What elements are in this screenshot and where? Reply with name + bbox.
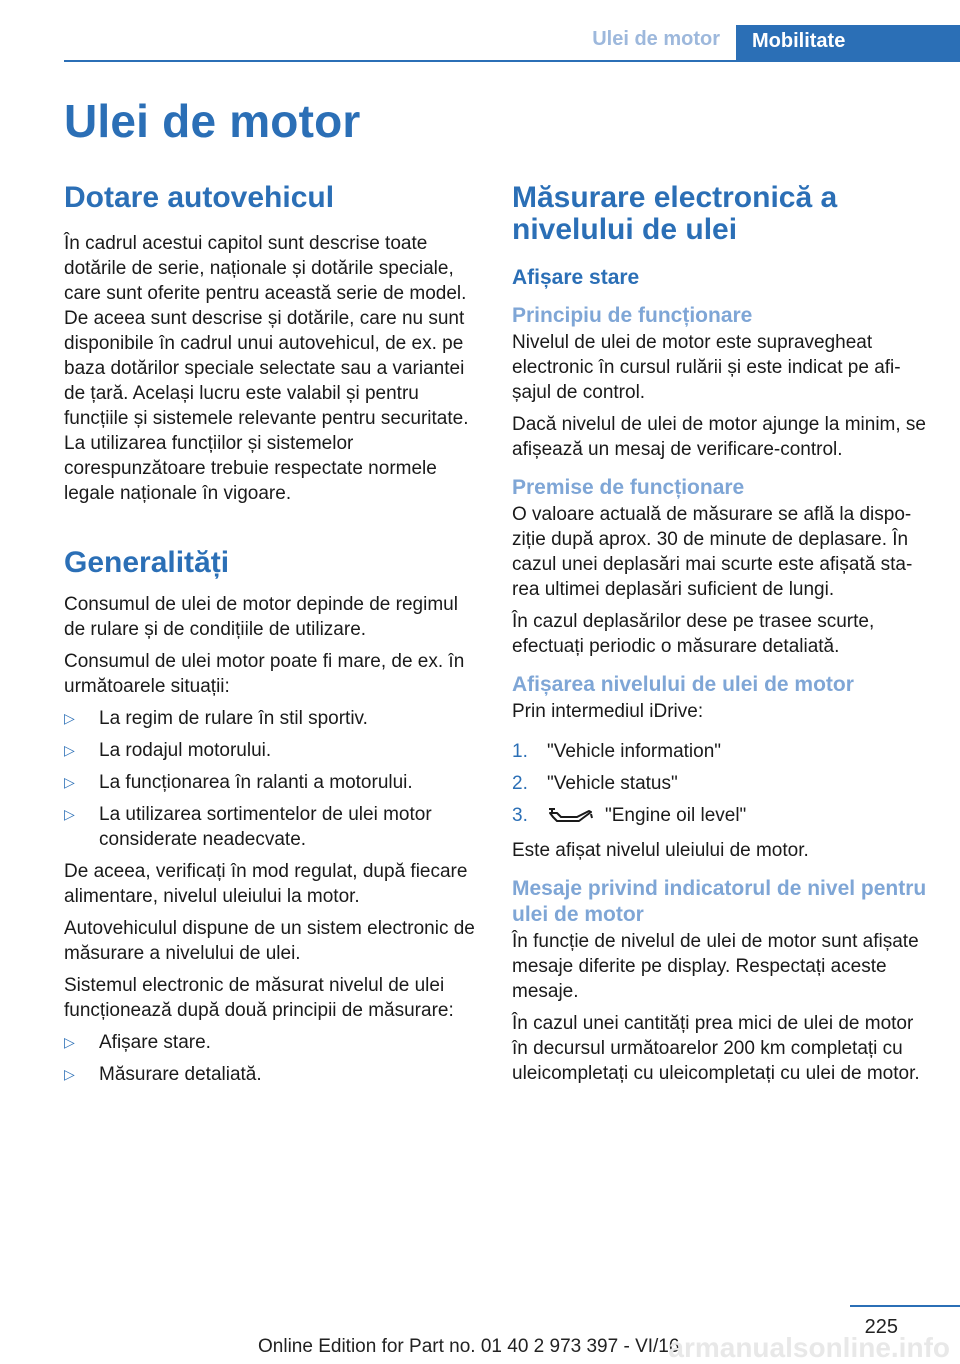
bullet-list-principles — [64, 1030, 482, 1087]
numbered-list-idrive — [512, 739, 932, 831]
heading-principiu: Principiu de funcționare — [512, 304, 753, 327]
paragraph-general-4: Autovehiculul dispune de un sistem electronic de măsurare a nivelului de ulei. — [64, 918, 475, 964]
triangle-bullet-icon: ▷ — [64, 742, 75, 758]
paragraph-premise-1: O valoare actuală de măsurare se află la dispoziție după aprox. 30 de minute de deplasare. În cazul unei deplasări mai scurte este afișată starea ultimei deplasări suficient de lungi. — [512, 504, 913, 600]
list-item: ▷ Afișare stare. — [64, 1032, 211, 1053]
footer-edition: Online Edition for Part no. 01 40 2 973 397 - VI/16 — [258, 1336, 680, 1357]
heading-dotare: Dotare autovehicul — [64, 181, 335, 214]
heading-afisare-stare: Afișare stare — [512, 266, 640, 289]
heading-mesaje: Mesaje privind indicatorul de nivel pentru ulei de motor — [512, 877, 927, 926]
paragraph-general-1: Consumul de ulei de motor depinde de regimul de rulare și de condițiile de utilizare. — [64, 594, 458, 640]
list-item: ▷ Măsurare detaliată. — [64, 1064, 262, 1085]
paragraph-general-5: Sistemul electronic de măsurat nivelul de ulei funcționează după două principii de măsurare: — [64, 975, 454, 1021]
paragraph-afisat: Este afișat nivelul uleiului de motor. — [512, 840, 809, 861]
triangle-bullet-icon: ▷ — [64, 1066, 75, 1082]
heading-generalitati: Generalități — [64, 546, 230, 579]
header-tab-mobilitate: Mobilitate — [736, 25, 960, 62]
paragraph-idrive: Prin intermediul iDrive: — [512, 701, 704, 722]
footer-rule — [850, 1305, 960, 1307]
list-item: 1. "Vehicle information" — [512, 741, 722, 762]
paragraph-premise-2: În cazul deplasărilor dese pe trasee scurte, efectuați periodic o măsurare detaliată. — [512, 611, 875, 657]
paragraph-principiu-1: Nivelul de ulei de motor este supravegheat electronic în cursul rulării și este indicat pe afișajul de control. — [512, 332, 901, 403]
header-section-label: Ulei de motor — [592, 28, 720, 50]
page-title: Ulei de motor — [64, 95, 361, 147]
list-item: ▷ La regim de rulare în stil sportiv. — [64, 708, 368, 729]
triangle-bullet-icon: ▷ — [64, 806, 75, 822]
paragraph-principiu-2: Dacă nivelul de ulei de motor ajunge la minim, se afișează un mesaj de verificare-control. — [512, 414, 926, 460]
heading-masurare: Măsurare electronică a nivelului de ulei — [512, 181, 838, 246]
right-column — [512, 182, 932, 1086]
triangle-bullet-icon: ▷ — [64, 1034, 75, 1050]
list-item: ▷ La utilizarea sortimentelor de ulei motor considerate neadecvate. — [64, 804, 432, 850]
paragraph-mesaje-2: În cazul unei cantități prea mici de ulei de motor în decursul următoarelor 200 km completați cu uleicompletați cu uleicompletați cu ulei de motor. — [512, 1013, 920, 1084]
watermark: armanualsonline.info — [668, 1332, 950, 1363]
triangle-bullet-icon: ▷ — [64, 774, 75, 790]
list-item: ▷ La funcționarea în ralanti a motorului. — [64, 772, 413, 793]
page-number: 225 — [864, 1316, 898, 1338]
bullet-list-situations — [64, 706, 482, 852]
left-column — [64, 182, 482, 1087]
triangle-bullet-icon: ▷ — [64, 710, 75, 726]
list-item: ▷ La rodajul motorului. — [64, 740, 272, 761]
paragraph-general-3: De aceea, verificați în mod regulat, după fiecare alimentare, nivelul uleiului la motor. — [64, 861, 468, 907]
heading-premise: Premise de funcționare — [512, 476, 745, 499]
list-item: 2. "Vehicle status" — [512, 773, 678, 794]
heading-afisarea-nivelului: Afișarea nivelului de ulei de motor — [512, 673, 854, 696]
list-item: 3. "Engine oil level" — [512, 803, 932, 831]
paragraph-general-2: Consumul de ulei motor poate fi mare, de ex. în următoarele situații: — [64, 651, 465, 697]
oil-can-icon — [547, 806, 597, 831]
paragraph-dotare: În cadrul acestui capitol sunt descrise toate dotările de serie, naționale și dotările speciale, care sunt oferite pentru această serie de model. De aceea sunt descrise și dotările, care nu sunt disponibile în cadrul unui autovehicul, de ex. pe baza dotărilor speciale selectate sau a variantei de țară. Același lucru este valabil și pentru funcțiile și sistemele relevante pentru securitate. La utilizarea funcțiilor și sistemelor corespunzătoare trebuie respectate normele legale naționale în vigoare. — [64, 233, 469, 504]
paragraph-mesaje-1: În funcție de nivelul de ulei de motor sunt afișate mesaje diferite pe display. Respectați aceste mesaje. — [512, 931, 919, 1002]
